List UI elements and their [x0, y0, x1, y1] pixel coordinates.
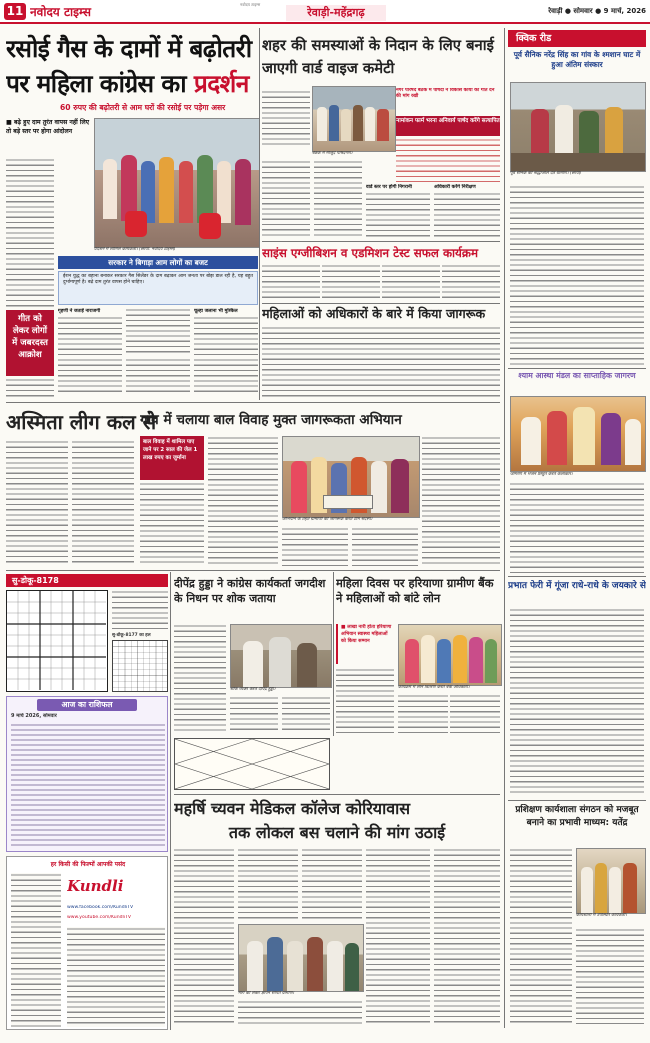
hooda-photo-caption: शोक व्यक्त करते दीपेंद्र हुड्डा। — [230, 687, 276, 692]
bank-body-col1 — [336, 668, 394, 734]
science-body-col3 — [382, 264, 440, 300]
lead-headline-line2 — [6, 66, 258, 102]
quick-read-photo — [510, 82, 646, 172]
city-red-text — [396, 138, 500, 182]
lead-box-a-title: गृहणी ने जताई नाराजगी — [58, 309, 101, 314]
ad-tagline: हर किसी की फिल्मों आपकी पसंद — [50, 861, 126, 868]
lead-body-col-a — [58, 308, 122, 356]
sudoku-grid — [6, 590, 108, 692]
lead-callout-bar: सरकार ने बिगाड़ा आम लोगों का बजट — [58, 256, 258, 269]
science-body-col2 — [322, 264, 380, 300]
rights-body — [262, 326, 500, 400]
sudoku-title-bar: सु-डोकू-8178 — [6, 574, 168, 587]
child-marriage-headline: गांव में चलाया बाल विवाह मुक्त जागरूकता अभियान — [140, 412, 402, 428]
rss-photo-caption: कार्यशाला में उपस्थित कार्यकर्ता। — [576, 913, 627, 918]
date-line: रेवाड़ी ● सोमवार ● 9 मार्च, 2026 — [548, 7, 646, 15]
prabhat-body — [510, 608, 644, 796]
bank-body-col3 — [450, 694, 500, 734]
lead-subdeck: 60 रुपए की बढ़ोतरी से आम घरों की रसोई पर पड़ेगा असर — [60, 103, 226, 112]
child-marriage-red-box: बाल विवाह में शामिल पाए जाने पर 2 साल की जेल 1 लाख रुपए का जुर्माना — [140, 436, 204, 480]
lead-body-col1 — [6, 158, 54, 308]
hooda-body-col1 — [174, 624, 226, 734]
child-marriage-photo — [282, 436, 420, 518]
city-headline: शहर की समस्याओं के निदान के लिए बनाई जाएगी वार्ड वाइज कमेटी — [262, 37, 494, 77]
lead-box-b-title: चूल्हा जलाना भी मुश्किल — [194, 309, 238, 314]
paper-name: नवोदय टाइम्स — [30, 5, 92, 19]
lead-body-col-c — [194, 308, 258, 356]
sudoku-solution-grid — [112, 640, 168, 692]
lead-bullet: ■ बढ़े हुए दाम तुरंत वापस नहीं लिए तो बड़े स्तर पर होगा आंदोलन — [6, 119, 90, 135]
lead-headline-red: प्रदर्शन — [193, 69, 249, 98]
bank-body-col2 — [398, 694, 448, 734]
lead-headline-dark: पर महिला कांग्रेस का — [6, 69, 194, 98]
child-marriage-col1 — [140, 482, 204, 566]
medical-body-col2 — [238, 848, 298, 920]
lead-body-left-extra — [6, 378, 54, 398]
bank-photo-caption: कार्यक्रम में लोन वितरण करते बैंक अधिकारी। — [398, 685, 470, 690]
child-marriage-col3 — [282, 527, 348, 567]
shyam-photo — [510, 396, 646, 472]
lead-headline-line1: रसोई गैस के दामों में बढ़ोतरी — [6, 34, 252, 63]
science-body-col1 — [262, 264, 320, 300]
medical-photo-caption: मांग को लेकर ज्ञापन सौंपते ग्रामीण। — [238, 991, 295, 996]
medical-photo — [238, 924, 364, 992]
kundli-chart — [174, 738, 330, 790]
child-marriage-col2 — [208, 436, 278, 566]
paper-small-label: नवोदय टाइम्स — [240, 2, 261, 7]
science-headline: साइंस एग्जीबिशन व एडमिशन टेस्ट सफल कार्यक्रम — [262, 246, 479, 260]
lead-body-col-b — [126, 308, 190, 356]
child-marriage-photo-caption: अभियान के तहत ग्रामीणों को जागरूक करते टीम सदस्य। — [282, 517, 373, 522]
shyam-body — [510, 482, 644, 574]
ad-line1: www.facebook.com/KundliTV — [67, 905, 134, 910]
medical-headline-line2: तक लोकल बस चलाने की मांग उठाई — [228, 823, 446, 842]
lead-photo-caption: प्रदर्शन में शामिल कार्यकर्ता। (छाया: नवोदय टाइम्स) — [94, 247, 176, 252]
child-marriage-col4 — [352, 527, 418, 567]
hooda-photo — [230, 624, 332, 688]
quick-read-tab: क्विक रीड — [508, 30, 646, 47]
city-photo — [312, 86, 396, 152]
city-body-col4 — [366, 192, 430, 238]
medical-headline-line1: महर्षि च्यवन मेडिकल कॉलेज कोरियावास — [174, 799, 411, 818]
shyam-headline: श्याम आस्था मंडल का साप्ताहिक जागरण — [518, 371, 636, 380]
page-number: 11 — [4, 3, 26, 20]
sudoku-rules — [112, 590, 168, 630]
city-crimson-box: नामांकन फार्म भरना अनिवार्य पार्षद करेंगे सत्यापित — [396, 116, 500, 136]
ad-brand: Kundli — [67, 877, 124, 895]
city-body-col5 — [434, 192, 500, 238]
lead-body-under-quote — [58, 358, 258, 398]
child-marriage-col5 — [422, 436, 500, 566]
sudoku-prev-label: सु-डोकू-8177 का हल — [112, 633, 151, 638]
horoscope-date: 9 मार्च 2026, सोमवार — [11, 713, 57, 719]
city-body-col1 — [262, 90, 310, 148]
city-sub-b: अधिकारी करेंगे निरीक्षण — [434, 185, 476, 190]
lead-photo — [94, 118, 260, 248]
city-sidebar-note: नगर परिषद बैठक में पार्षदों ने विकास कार्यों को गति देने की मांग रखी — [396, 88, 495, 100]
bank-red-box: ■ लाखा नारी होता हरियाणा अभियान स्वास्थ्य महिलाओं को किया सम्मान — [336, 624, 394, 664]
hooda-body-col3 — [282, 696, 330, 734]
section-name: रेवाड़ी-महेंद्रगढ़ — [286, 5, 386, 21]
quick-read-body — [510, 185, 644, 365]
horoscope-title: आज का राशिफल — [37, 699, 137, 711]
medical-body-col3 — [302, 848, 362, 920]
city-photo-caption: बैठक में मौजूद पार्षदगण। — [312, 151, 353, 156]
rss-body-col2 — [576, 928, 644, 1024]
pull-quote-box: गीत को लेकर लोगों में जबरदस्त आक्रोश — [6, 310, 54, 376]
city-body-col3 — [314, 160, 362, 238]
prabhat-headline: प्रभात फेरी में गूंजा राधे-राधे के जयकारे से — [508, 581, 646, 591]
quick-read-photo-caption: पूर्व सैनिक को श्रद्धांजलि देते ग्रामीण। (छाया) — [510, 171, 582, 176]
hooda-body-col2 — [230, 696, 278, 734]
asmita-body-col2 — [72, 440, 134, 566]
bank-photo — [398, 624, 502, 686]
city-sub-a: वार्ड स्तर पर होगी निगरानी — [366, 185, 412, 190]
asmita-body-col1 — [6, 440, 68, 566]
medical-body-col4 — [366, 848, 430, 1024]
kundli-ad — [6, 856, 168, 1030]
lead-quote-box: ईरान युद्ध का बहाना बनाकर सरकार गैस सिलेंडर के दाम बढ़ाकर आम जनता पर बोझ डाल रही है, यह बहुत दुर्भाग्यपूर्ण है। बढ़े दाम तुरंत वापस होने चाहिए। — [58, 271, 258, 305]
city-body-col2 — [262, 160, 310, 238]
rss-body-col1 — [510, 848, 572, 1024]
quick-read-headline: पूर्व सैनिक नरेंद्र सिंह का गांव के श्मशान घाट में हुआ अंतिम संस्कार — [513, 50, 641, 69]
science-body-col4 — [442, 264, 500, 300]
medical-body-col5 — [434, 848, 500, 1024]
rss-photo — [576, 848, 646, 914]
rights-headline: महिलाओं को अधिकारों के बारे में किया जागरूक — [262, 306, 486, 321]
medical-body-col6 — [238, 1000, 362, 1024]
horoscope-box — [6, 696, 168, 852]
asmita-headline: अस्मिता लीग कल से — [6, 410, 157, 434]
ad-line2: www.youtube.com/KundliTV — [67, 915, 132, 920]
rss-headline: प्रशिक्षण कार्यशाला संगठन को मजबूत बनाने का प्रभावी माध्यम: यतेंद्र — [515, 805, 639, 828]
masthead — [0, 0, 650, 24]
bank-headline: महिला दिवस पर हरियाणा ग्रामीण बैंक ने महिलाओं को बांटे लोन — [336, 576, 494, 605]
shyam-photo-caption: जागरण में भजन प्रस्तुत करते कलाकार। — [510, 472, 573, 477]
medical-body-col1 — [174, 848, 234, 1024]
hooda-headline: दीपेंद्र हुड्डा ने कांग्रेस कार्यकर्ता जगदीश के निधन पर शोक जताया — [174, 577, 326, 605]
